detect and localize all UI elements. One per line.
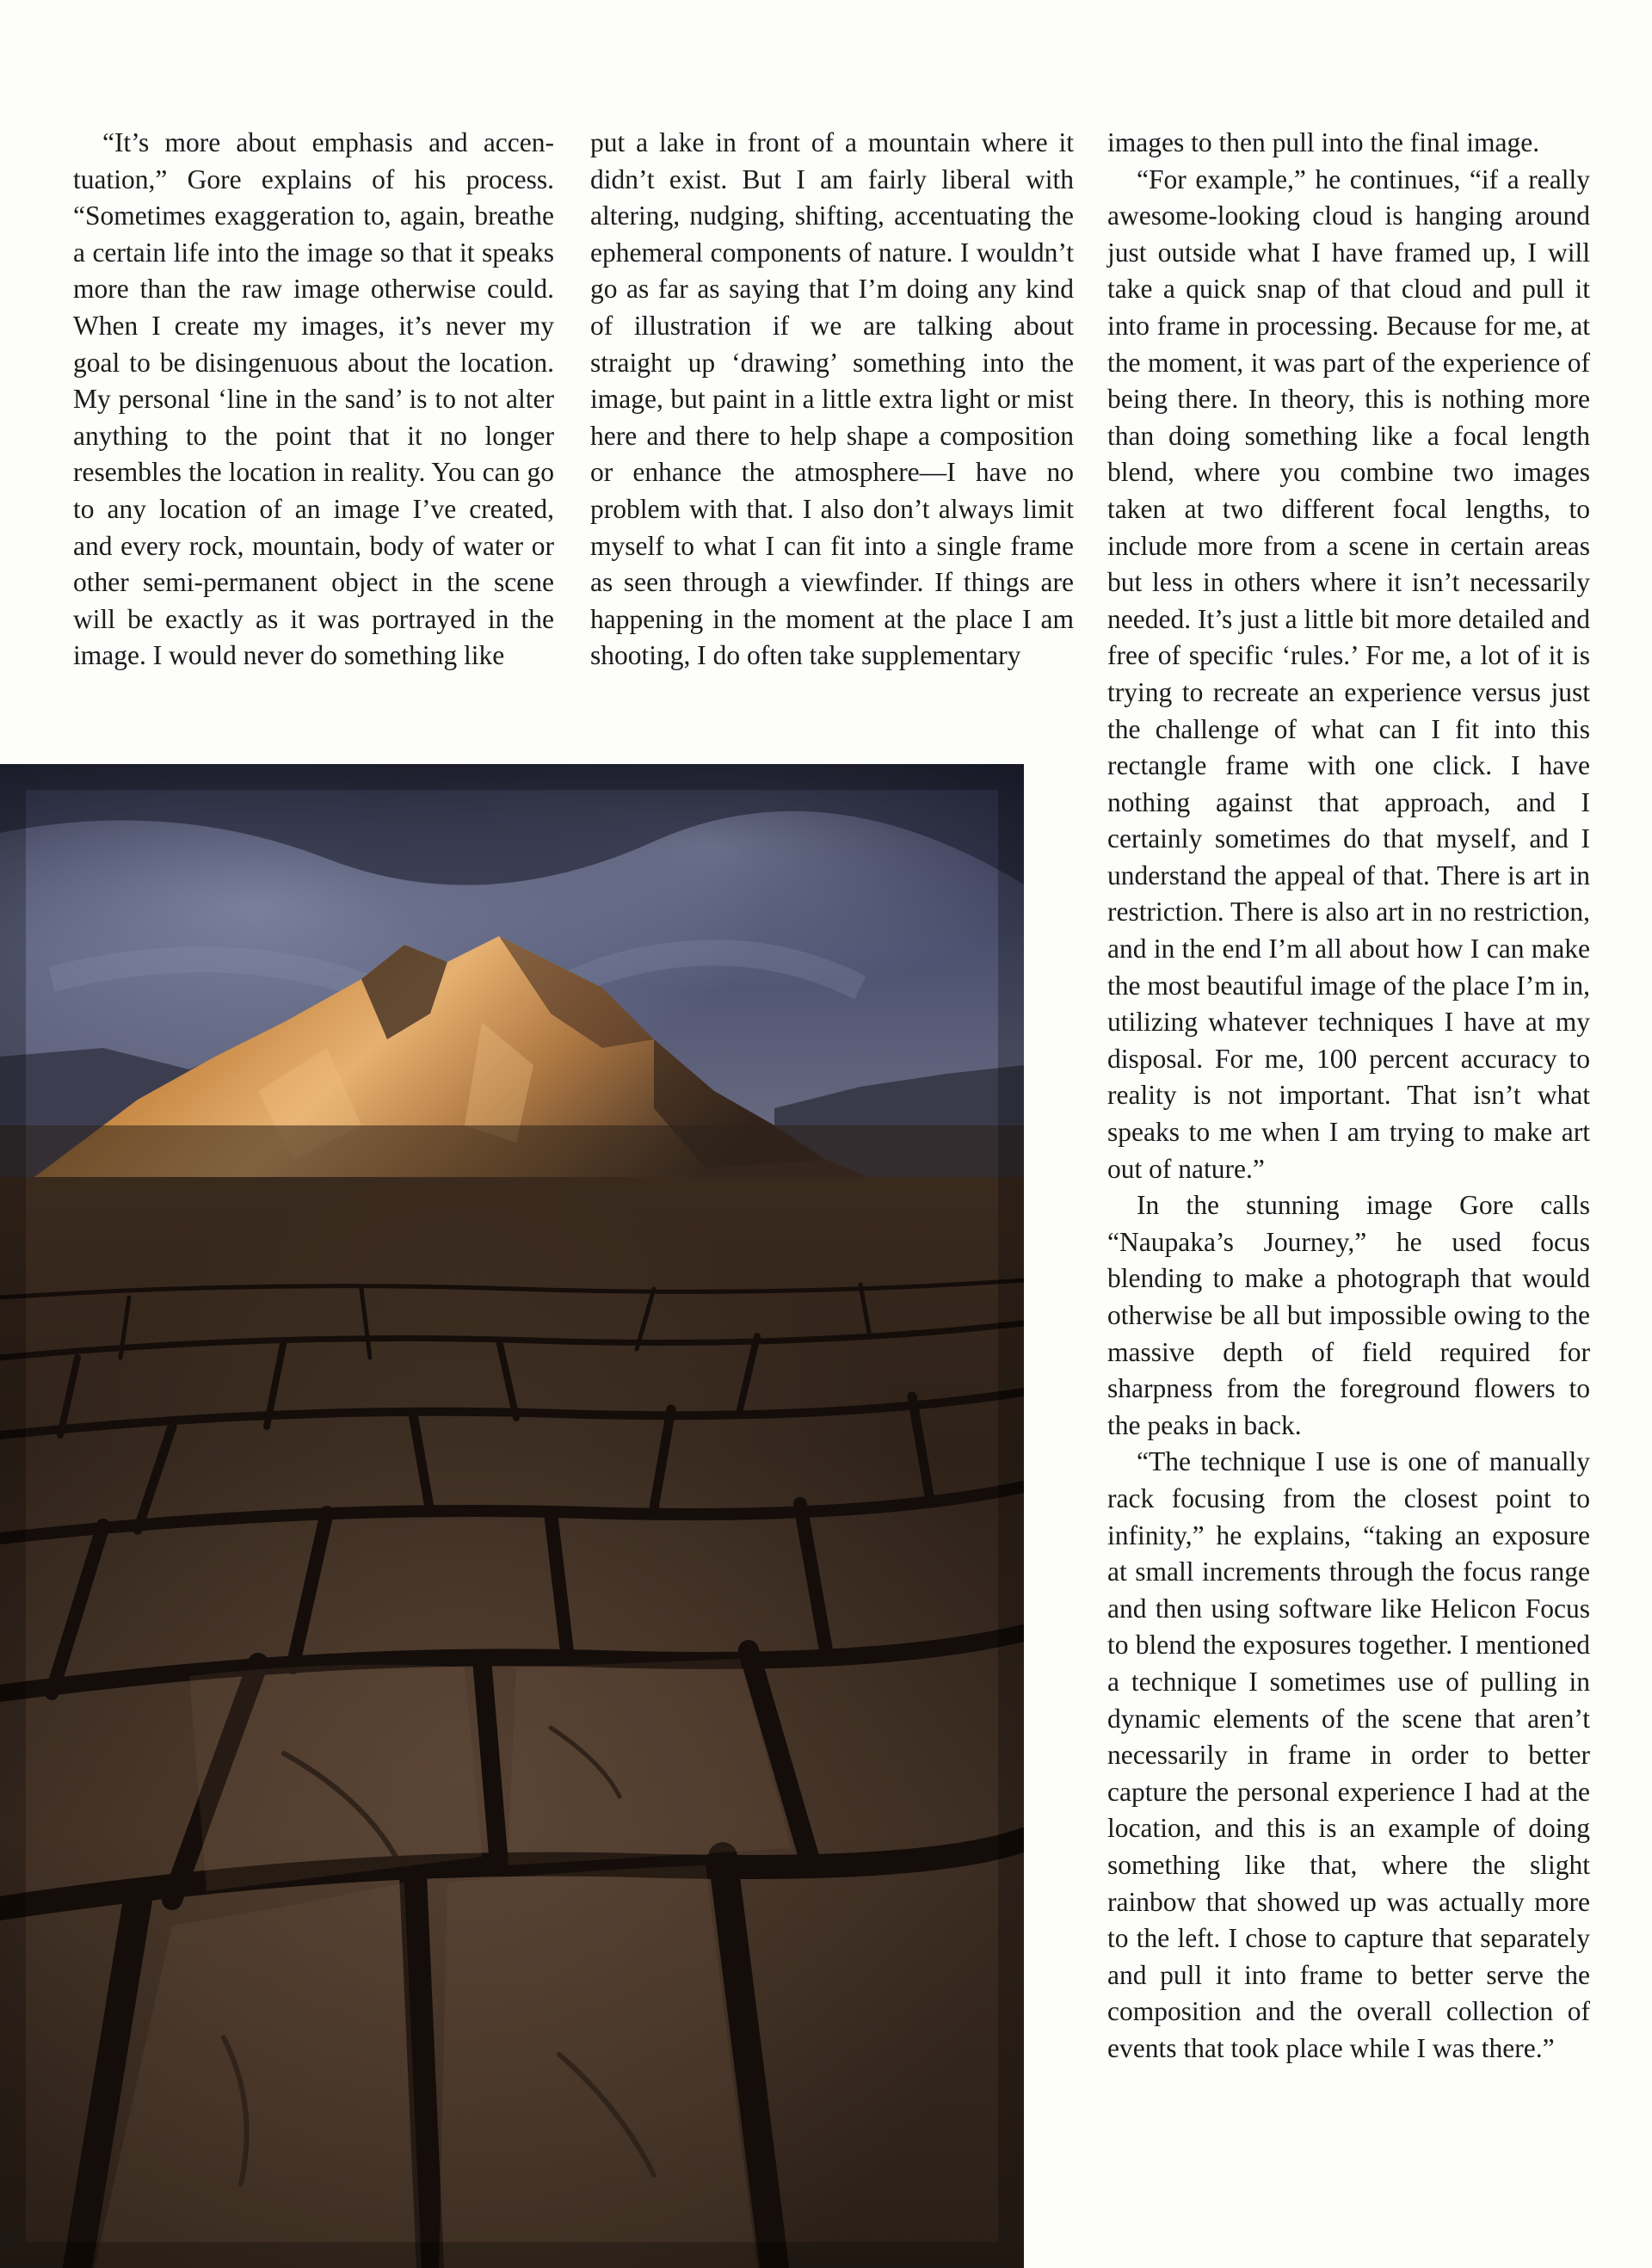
landscape-photo [0, 764, 1024, 2268]
text-column-1 [73, 125, 554, 675]
paragraph: “It’s more about emphasis and accentuation,” Gore explains of his process. “Sometimes exaggeration to, again, breathe a certain life into the image so that it speaks more than the raw image otherwise could. When I create my images, it’s never my goal to be disingenuous about the location. My personal ‘line in the sand’ is to not alter anything to the point that it no longer resembles the location in reality. You can go to any location of an image I’ve created, and every rock, mountain, body of water or other semi-permanent object in the scene will be exactly as it was portrayed in the image. I would never do something like [73, 127, 554, 671]
paragraph: “For example,” he continues, “if a really awesome-looking cloud is hanging around just outside what I have framed up, I will take a quick snap of that cloud and pull it into frame in processing. Because for me, at the moment, it was part of the experience of being there. In theory, this is nothing more than doing something like a focal length blend, where you combine two images taken at two different focal lengths, to include more from a scene in certain areas but less in others where it isn’t necessarily needed. It’s just a little bit more detailed and free of specific ‘rules.’ For me, a lot of it is trying to recreate an experience versus just the challenge of what can I fit into this rectangle frame with one click. I have nothing against that approach, and I certainly sometimes do that myself, and I understand the appeal of that. There is art in restriction. There is also art in no restriction, and in the end I’m all about how I can make the most beautiful image of the place I’m in, utilizing whatever techniques I have at my disposal. For me, 100 percent accuracy to reality is not important. That isn’t what speaks to me when I am trying to make art out of nature.” [1107, 163, 1590, 1184]
photo-illustration [0, 764, 1024, 2268]
paragraph: “The technique I use is one of manually rack focusing from the closest point to infinity,” he explains, “taking an exposure at small increments through the focus range and then using software like Helicon Focus to blend the exposures together. I mentioned a technique I sometimes use of pulling in dynamic elements of the scene that aren’t necessarily in frame in order to better capture the personal experience I had at the location, and this is an example of doing something like that, where the slight rainbow that showed up was actually more to the left. I chose to capture that separately and pull it into frame to better serve the composition and the overall collection of events that took place while I was there.” [1107, 1446, 1590, 2063]
text-column-3 [1107, 125, 1590, 2067]
text-column-2 [590, 125, 1074, 675]
paragraph: images to then pull into the final image. [1107, 127, 1540, 157]
paragraph: In the stunning image Gore calls “Naupaka’s Journey,” he used focus blending to make a photograph that would otherwise be all but impossible owing to the massive depth of field required for sharpness from the foreground flowers to the peaks in back. [1107, 1190, 1590, 1440]
paragraph: put a lake in front of a mountain where it didn’t exist. But I am fairly liberal with altering, nudging, shifting, accentuating the ephemeral components of nature. I wouldn’t go as far as saying that I’m doing any kind of illustration if we are talking about straight up ‘drawing’ something into the image, but paint in a little extra light or mist here and there to help shape a composition or enhance the atmosphere—I have no problem with that. I also don’t always limit myself to what I can fit into a single frame as seen through a viewfinder. If things are happening in the moment at the place I am shooting, I do often take supplementary [590, 127, 1074, 671]
